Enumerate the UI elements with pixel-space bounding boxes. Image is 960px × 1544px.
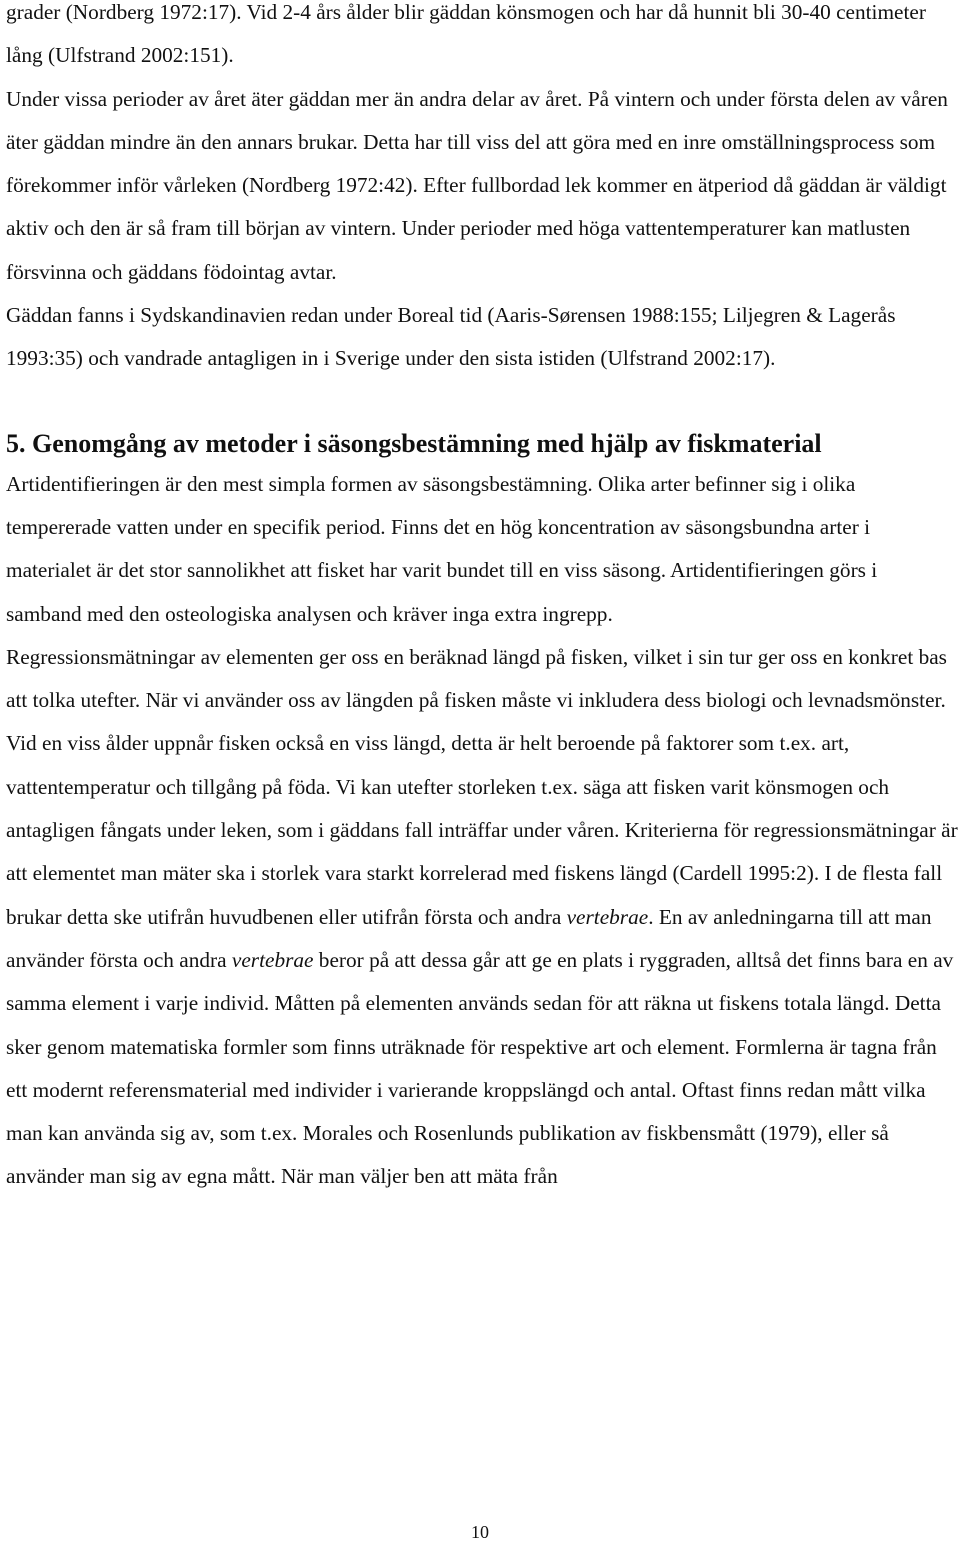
document-page [6,0,958,1199]
paragraph-gaddan-growth: grader (Nordberg 1972:17). Vid 2-4 års ålder blir gäddan könsmogen och har då hunnit bli 30-40 centimeter lång (Ulfstrand 2002:151). [6,0,926,68]
paragraph-regression-measurements [6,636,958,1199]
paragraph-text-part-2: . En av anledningarna till att man använder första och andra [6,904,932,972]
italic-term-vertebrae: vertebrae [566,904,649,929]
paragraph-gaddan-history: Gäddan fanns i Sydskandinavien redan under Boreal tid (Aaris-Sørensen 1988:155; Liljegren & Lagerås 1993:35) och vandrade antagligen in i Sverige under den sista istiden (Ulfstrand 2002:17). [6,303,896,371]
paragraph-gaddan-feeding: Under vissa perioder av året äter gäddan mer än andra delar av året. På vintern och under första delen av våren äter gäddan mindre än den annars brukar. Detta har till viss del att göra med en inre omställningsprocess som förekommer inför vårleken (Nordberg 1972:42). Efter fullbordad lek kommer en ätperiod då gäddan är väldigt aktiv och den är så fram till början av vintern. Under perioder med höga vattentemperaturer kan matlusten försvinna och gäddans födointag avtar. [6,86,948,284]
page-number: 10 [471,1522,489,1542]
italic-term-vertebrae: vertebrae [231,947,314,972]
section-heading: 5. Genomgång av metoder i säsongsbestämning med hjälp av fiskmaterial [6,428,822,458]
paragraph-species-identification: Artidentifieringen är den mest simpla formen av säsongsbestämning. Olika arter befinner sig i olika tempererade vatten under en specifik period. Finns det en hög koncentration av säsongsbundna arter i materialet är det stor sannolikhet att fisket har varit bundet till en viss säsong. Artidentifieringen görs i samband med den osteologiska analysen och kräver inga extra ingrepp. [6,471,878,626]
paragraph-text-part-3: beror på att dessa går att ge en plats i ryggraden, alltså det finns bara en av samma element i varje individ. Måtten på elementen används sedan för att räkna ut fiskens totala längd. Detta sker genom matematiska formler som finns uträknade för respektive art och element. Formlerna är tagna från ett modernt referensmaterial med individer i varierande kroppslängd och antal. Oftast finns redan mått vilka man kan använda sig av, som t.ex. Morales och Rosenlunds publikation av fiskbensmått (1979), eller så använder man sig av egna mått. När man väljer ben att mäta från [6,947,954,1189]
paragraph-text-part-1: Regressionsmätningar av elementen ger oss en beräknad längd på fisken, vilket i sin tur ger oss en konkret bas att tolka utefter. När vi använder oss av längden på fisken måste vi inkludera dess biologi och levnadsmönster. Vid en viss ålder uppnår fisken också en viss längd, detta är helt beroende på faktorer som t.ex. art, vattentemperatur och tillgång på föda. Vi kan utefter storleken t.ex. säga att fisken varit könsmogen och antagligen fångats under leken, som i gäddans fall inträffar under våren. Kriterierna för regressionsmätningar är att elementet man mäter ska i storlek vara starkt korrelerad med fiskens längd (Cardell 1995:2). I de flesta fall brukar detta ske utifrån huvudbenen eller utifrån första och andra [6,644,958,929]
